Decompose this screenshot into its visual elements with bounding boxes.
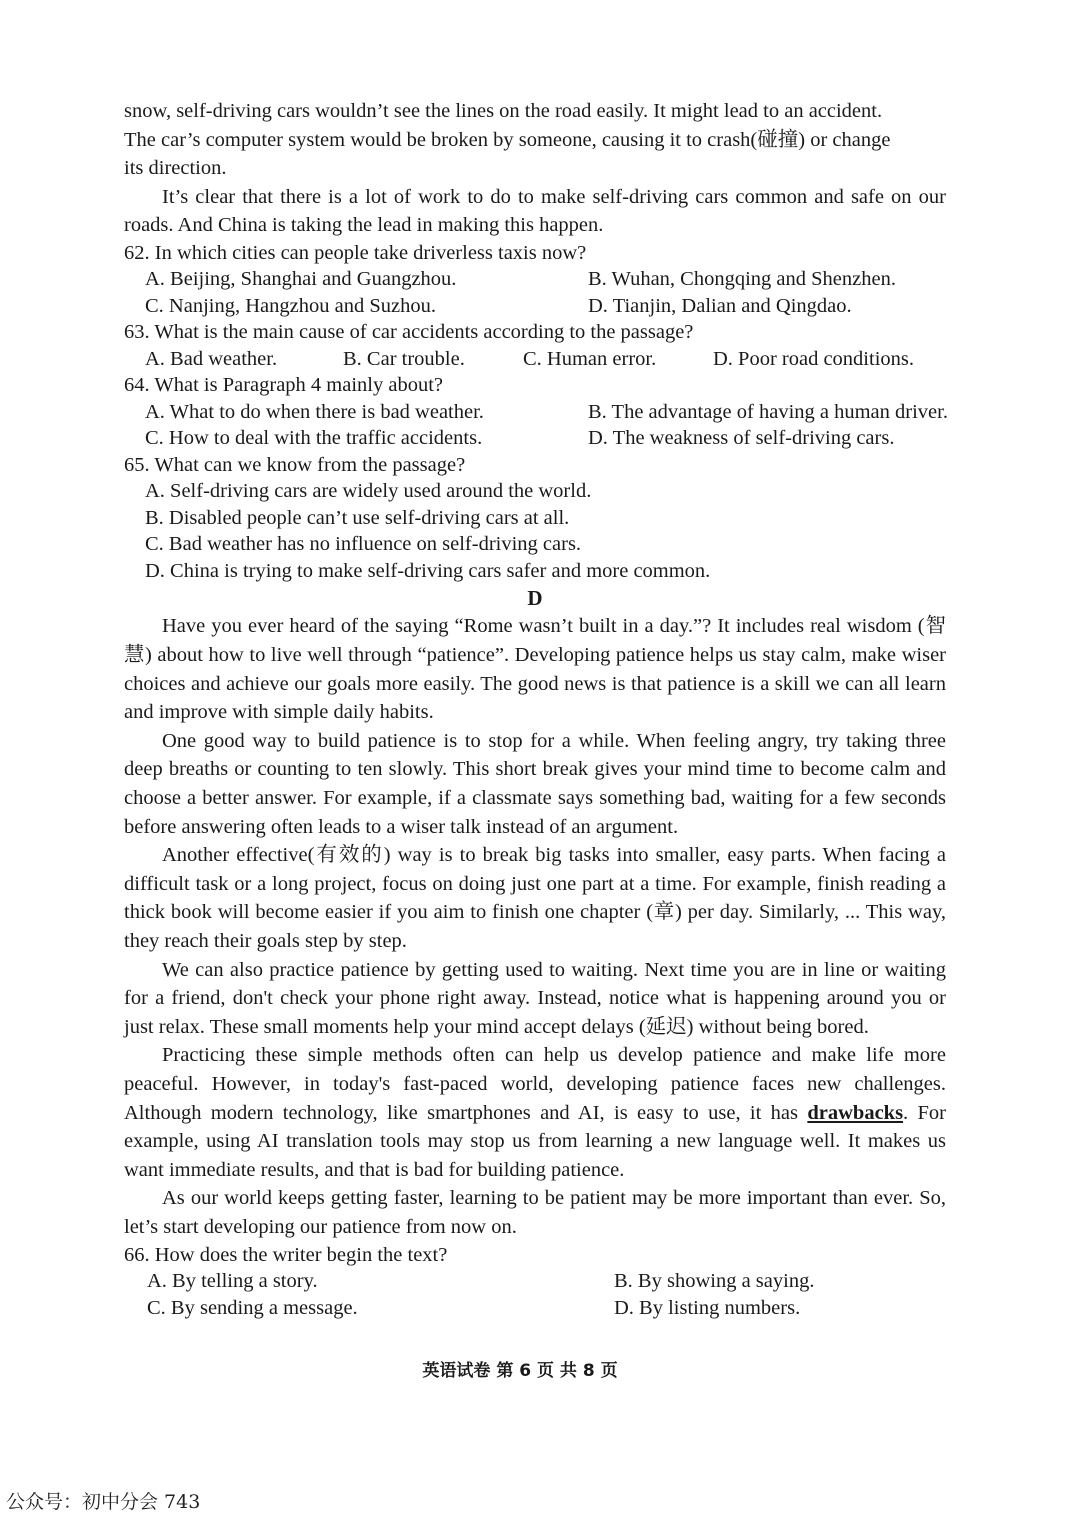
passage-d-paragraph bbox=[124, 1041, 946, 1184]
passage-c-line: its direction. bbox=[124, 157, 227, 180]
question-62-options bbox=[124, 266, 946, 319]
question-66-options bbox=[124, 1268, 946, 1321]
option: C. Nanjing, Hangzhou and Suzhou. bbox=[145, 294, 436, 317]
page-footer: 英语试卷 第 6 页 共 8 页 bbox=[422, 1361, 618, 1381]
paragraph-text: Practicing these simple methods often can help us develop patience and make life more peaceful. However, in today's fast-paced world, developing patience faces new challenges. Although modern technology, like smartphones and AI, is easy to use, it has bbox=[124, 1044, 946, 1124]
passage-c-line: The car’s computer system would be broken by someone, causing it to crash(碰撞) or change bbox=[124, 128, 891, 151]
option: D. Tianjin, Dalian and Qingdao. bbox=[588, 294, 852, 317]
section-d-title: D bbox=[527, 586, 543, 611]
underlined-word: drawbacks bbox=[807, 1101, 904, 1124]
passage-d-paragraph: Have you ever heard of the saying “Rome wasn’t built in a day.”? It includes real wisdom (智慧) about how to live well through “patience”. Developing patience helps us stay calm, make wiser choices and achieve our goals more easily. The good news is that patience is a skill we can all learn and improve with simple daily habits. bbox=[124, 615, 946, 724]
exam-page bbox=[124, 97, 946, 1321]
option: C. Bad weather has no influence on self-driving cars. bbox=[145, 533, 582, 556]
passage-d-paragraph: Another effective(有效的) way is to break big tasks into smaller, easy parts. When facing a difficult task or a long project, focus on doing just one part at a time. For example, finish reading a thick book will become easier if you aim to finish one chapter (章) per day. Similarly, ... This way, they reach their goals step by step. bbox=[124, 844, 946, 952]
option: D. China is trying to make self-driving cars safer and more common. bbox=[145, 559, 711, 582]
option: D. Poor road conditions. bbox=[713, 347, 914, 370]
question-63-stem: 63. What is the main cause of car accidents according to the passage? bbox=[124, 321, 694, 344]
passage-d-paragraph: We can also practice patience by getting used to waiting. Next time you are in line or waiting for a friend, don't check your phone right away. Instead, notice what is happening around you or just relax. These small moments help your mind accept delays (延迟) without being bored. bbox=[124, 958, 946, 1038]
question-65-stem: 65. What can we know from the passage? bbox=[124, 453, 466, 476]
option: B. The advantage of having a human driver. bbox=[588, 400, 948, 423]
question-64-stem: 64. What is Paragraph 4 mainly about? bbox=[124, 374, 444, 397]
paragraph-text: . For example, using AI translation tools may stop us from learning a new language well. It makes us want immediate results, and that is bad for building patience. bbox=[124, 1101, 947, 1181]
option: B. By showing a saying. bbox=[614, 1270, 815, 1293]
option: D. The weakness of self-driving cars. bbox=[588, 427, 895, 450]
option: D. By listing numbers. bbox=[614, 1296, 801, 1319]
option: A. Beijing, Shanghai and Guangzhou. bbox=[145, 268, 457, 291]
option: A. Bad weather. bbox=[145, 347, 278, 370]
option: A. What to do when there is bad weather. bbox=[145, 400, 484, 423]
option: B. Disabled people can’t use self-driving cars at all. bbox=[145, 506, 570, 529]
passage-d-paragraph: One good way to build patience is to stop for a while. When feeling angry, try taking three deep breaths or counting to ten slowly. This short break gives your mind time to become calm and choose a better answer. For example, if a classmate says something bad, waiting for a few seconds before answering often leads to a wiser talk instead of an argument. bbox=[124, 729, 946, 838]
passage-c-line: snow, self-driving cars wouldn’t see the lines on the road easily. It might lead to an accident. bbox=[124, 100, 883, 122]
question-62-stem: 62. In which cities can people take driverless taxis now? bbox=[124, 241, 587, 264]
option: C. How to deal with the traffic accidents. bbox=[145, 427, 483, 450]
option: C. By sending a message. bbox=[147, 1296, 358, 1319]
passage-d-paragraph: As our world keeps getting faster, learning to be patient may be more important than ever. So, let’s start developing our patience from now on. bbox=[124, 1187, 946, 1238]
option: A. By telling a story. bbox=[147, 1270, 318, 1293]
option: C. Human error. bbox=[523, 347, 657, 370]
passage-c-paragraph: It’s clear that there is a lot of work to do to make self-driving cars common and safe on our roads. And China is taking the lead in making this happen. bbox=[124, 185, 946, 237]
question-66-stem: 66. How does the writer begin the text? bbox=[124, 1243, 448, 1266]
watermark-text: 公众号：初中分会 743 bbox=[6, 1491, 201, 1513]
question-64-options bbox=[124, 399, 946, 452]
option: B. Car trouble. bbox=[343, 347, 465, 370]
option: B. Wuhan, Chongqing and Shenzhen. bbox=[588, 268, 896, 291]
option: A. Self-driving cars are widely used around the world. bbox=[145, 480, 592, 503]
question-63-options bbox=[124, 346, 946, 373]
